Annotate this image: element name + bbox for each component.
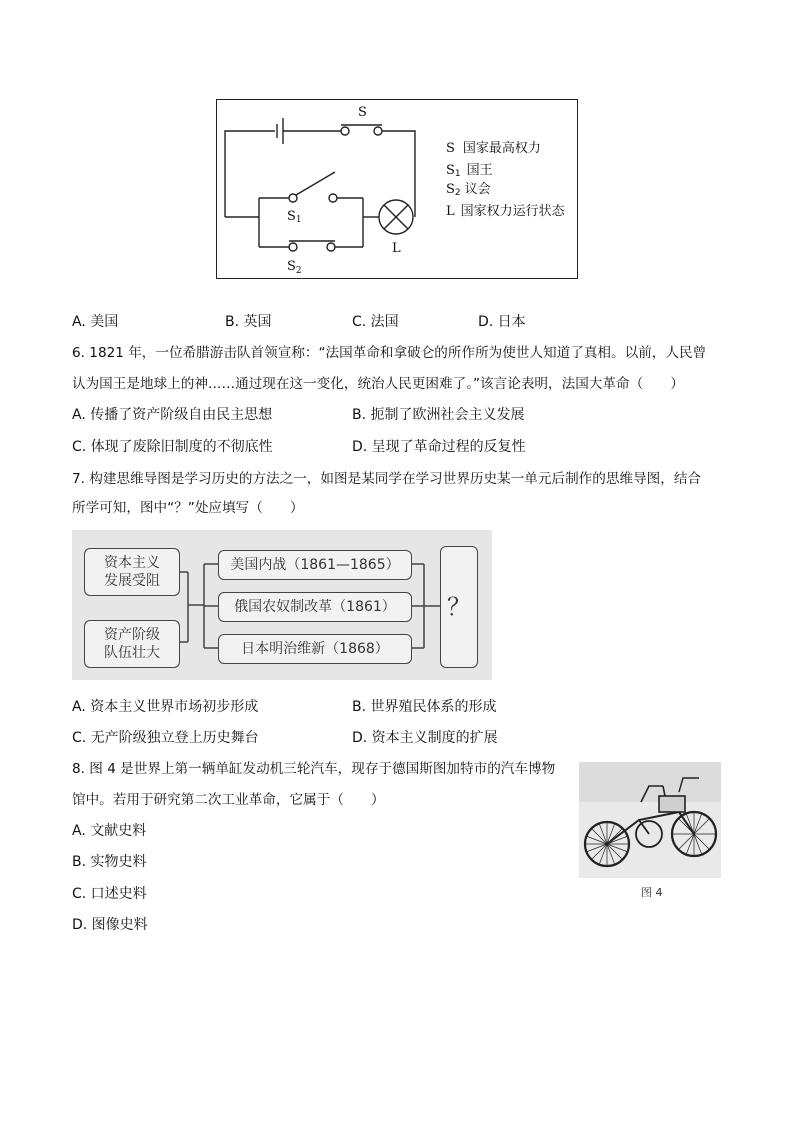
mind-map — [72, 530, 492, 680]
q8-option-a[interactable]: A. 文献史料 — [72, 823, 147, 839]
q6-stem-line-1: 6. 1821 年，一位希腊游击队首领宣称：“法国革命和拿破仑的所作所为使世人知道了真相。以前，人民曾 — [72, 345, 707, 361]
node-line: 发展受阻 — [104, 573, 160, 589]
circuit-legend — [446, 140, 566, 219]
q7-option-c[interactable]: C. 无产阶级独立登上历史舞台 — [72, 730, 259, 746]
mind-node-bourgeoisie-grows — [84, 620, 180, 668]
mind-node-meiji-restoration: 日本明治维新（1868） — [218, 634, 412, 664]
node-line: 资本主义 — [104, 555, 160, 571]
legend-item: S1 国王 — [446, 163, 493, 179]
q6-stem-line-2: 认为国王是地球上的神……通过现在这一变化，统治人民更困难了。”该言论表明，法国大革命（ ） — [72, 376, 684, 392]
q7-option-d[interactable]: D. 资本主义制度的扩展 — [352, 730, 498, 746]
mind-node-question: ？ — [440, 546, 478, 668]
q7-stem-line-1: 7. 构建思维导图是学习历史的方法之一，如图是某同学在学习世界历史某一单元后制作的思维导图，结合 — [72, 471, 702, 487]
q8-option-d[interactable]: D. 图像史料 — [72, 917, 148, 933]
q8-stem-line-2: 馆中。若用于研究第二次工业革命，它属于（ ） — [72, 792, 385, 808]
q6-option-a[interactable]: A. 传播了资产阶级自由民主思想 — [72, 407, 273, 423]
mind-node-capitalism-hindered — [84, 548, 180, 596]
q5-option-c[interactable]: C. 法国 — [352, 314, 399, 330]
circuit-svg — [217, 100, 577, 278]
legend-item: S 国家最高权力 — [446, 141, 541, 156]
q7-option-b[interactable]: B. 世界殖民体系的形成 — [352, 699, 497, 715]
label-switch-s2: $S_2$ — [287, 259, 302, 276]
switch-s1-right-contact — [329, 194, 337, 202]
q5-option-b[interactable]: B. 英国 — [225, 314, 272, 330]
label-lamp-l: L — [392, 241, 401, 256]
switch-s2-right-contact — [327, 243, 335, 251]
wire-left-top — [225, 131, 275, 217]
switch-s1-left-contact — [289, 194, 297, 202]
switch-s2-left-contact — [289, 243, 297, 251]
circuit-diagram — [216, 99, 578, 279]
label-switch-s: S — [358, 105, 367, 120]
node-line: 队伍壮大 — [104, 645, 160, 661]
switch-s1-lever-open — [296, 172, 335, 195]
mind-node-us-civil-war: 美国内战（1861—1865） — [218, 550, 412, 580]
q8-stem-line-1: 8. 图 4 是世界上第一辆单缸发动机三轮汽车，现存于德国斯图加特市的汽车博物 — [72, 761, 556, 777]
q6-option-d[interactable]: D. 呈现了革命过程的反复性 — [352, 439, 526, 455]
q7-stem-line-2: 所学可知，图中“？”处应填写（ ） — [72, 500, 304, 516]
switch-s-right-contact — [374, 127, 382, 135]
tricycle-car-icon — [579, 762, 721, 878]
q7-option-a[interactable]: A. 资本主义世界市场初步形成 — [72, 699, 259, 715]
q8-option-c[interactable]: C. 口述史料 — [72, 886, 147, 902]
mind-node-russia-serf-reform: 俄国农奴制改革（1861） — [218, 592, 412, 622]
figure-caption: 图 4 — [641, 886, 663, 899]
node-line: 资产阶级 — [104, 627, 160, 643]
tricycle-car-photo — [579, 762, 721, 878]
legend-item: L 国家权力运行状态 — [446, 204, 565, 219]
legend-item: S2 议会 — [446, 182, 491, 198]
switch-s-left-contact — [341, 127, 349, 135]
label-switch-s1: S1 — [287, 209, 302, 225]
q5-option-a[interactable]: A. 美国 — [72, 314, 119, 330]
q5-option-d[interactable]: D. 日本 — [478, 314, 526, 330]
q8-option-b[interactable]: B. 实物史料 — [72, 854, 147, 870]
q6-option-c[interactable]: C. 体现了废除旧制度的不彻底性 — [72, 439, 273, 455]
q6-option-b[interactable]: B. 扼制了欧洲社会主义发展 — [352, 407, 525, 423]
